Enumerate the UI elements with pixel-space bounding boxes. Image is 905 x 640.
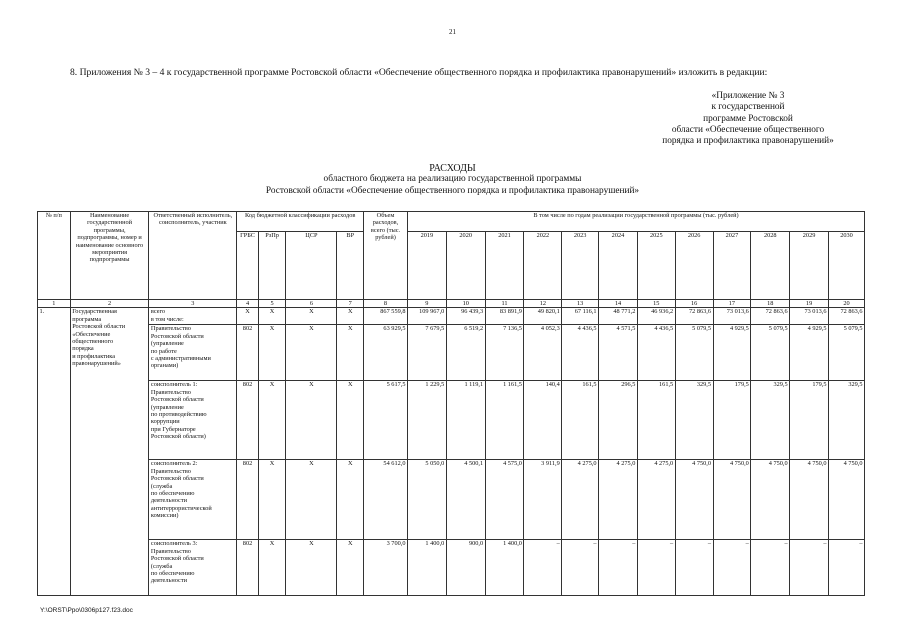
year-value-cell: 83 891,9 [485,308,524,325]
year-value-cell: 5 050,0 [407,460,446,540]
header-budget-codes: Код бюджетной классификации расходов [237,212,364,232]
year-value-cell: 1 229,5 [407,381,446,460]
year-value-cell: 72 863,6 [828,308,864,325]
year-value-cell: 329,5 [751,381,790,460]
year-value-cell: 1 400,0 [407,540,446,596]
code-grbs-cell: 802 [237,381,258,460]
column-index: 1 [38,300,71,308]
total-cell: 867 559,8 [364,308,408,325]
year-value-cell: 161,5 [637,381,675,460]
year-value-cell: 5 079,5 [828,325,864,381]
appendix-line: порядка и профилактика правонарушений» [662,136,834,147]
year-value-cell: 1 161,5 [485,381,524,460]
column-index: 5 [258,300,286,308]
header-responsible: Ответственный исполнитель, соисполнитель, участник [149,212,237,300]
year-value-cell: 4 929,5 [790,325,829,381]
year-value-cell: 48 771,2 [599,308,638,325]
year-value-cell: 46 936,2 [637,308,675,325]
column-index: 15 [637,300,675,308]
column-index: 20 [828,300,864,308]
code-csr-cell: X [286,460,337,540]
table-row [38,460,865,540]
code-rzpr-cell: X [258,325,286,381]
year-value-cell: 329,5 [828,381,864,460]
header-years-group: В том числе по годам реализации государственной программы (тыс. рублей) [407,212,864,232]
code-vr-cell: X [337,381,364,460]
header-year: 2020 [446,232,485,300]
header-code-grbs: ГРБС [237,232,258,300]
responsible-cell: соисполнитель 1: Правительство Ростовской области (управление по противодействию коррупции при Губернаторе Ростовской области) [149,381,237,460]
program-name: Государственная программа Ростовской области «Обеспечение общественного порядка и профилактика правонарушений» [70,308,149,596]
header-year: 2029 [790,232,829,300]
year-value-cell: 4 575,0 [485,460,524,540]
header-year: 2022 [524,232,562,300]
column-index: 3 [149,300,237,308]
year-value-cell: – [751,540,790,596]
year-value-cell: – [562,540,599,596]
column-index: 10 [446,300,485,308]
code-grbs-cell: 802 [237,540,258,596]
header-code-vr: ВР [337,232,364,300]
code-csr-cell: X [286,381,337,460]
title-line: Ростовской области «Обеспечение общественного порядка и профилактика правонарушений» [265,185,640,196]
column-index: 7 [337,300,364,308]
title-line: областного бюджета на реализацию государственной программы [323,174,582,185]
year-value-cell: 4 750,0 [675,460,713,540]
year-value-cell: 4 052,3 [524,325,562,381]
column-index: 4 [237,300,258,308]
header-year: 2021 [485,232,524,300]
column-index: 11 [485,300,524,308]
column-index: 9 [407,300,446,308]
column-index: 8 [364,300,408,308]
year-value-cell: 4 750,0 [828,460,864,540]
code-csr-cell: X [286,325,337,381]
year-value-cell: 73 013,6 [713,308,751,325]
year-value-cell: 4 929,5 [713,325,751,381]
title-heading: РАСХОДЫ [429,163,476,174]
code-csr-cell: X [286,308,337,325]
column-index: 14 [599,300,638,308]
total-cell: 54 612,0 [364,460,408,540]
year-value-cell: 4 500,1 [446,460,485,540]
intro-paragraph: 8. Приложения № 3 – 4 к государственной программе Ростовской области «Обеспечение общественного порядка и профилактика правонарушений» изложить в редакции: [70,67,768,78]
year-value-cell: 329,5 [675,381,713,460]
year-value-cell: – [713,540,751,596]
year-value-cell: 4 436,5 [637,325,675,381]
appendix-line: к государственной [711,102,785,113]
code-grbs-cell: 802 [237,325,258,381]
year-value-cell: – [675,540,713,596]
column-index: 16 [675,300,713,308]
column-index: 6 [286,300,337,308]
appendix-label [633,91,863,147]
total-cell: 63 929,5 [364,325,408,381]
code-grbs-cell: X [237,308,258,325]
year-value-cell: 1 119,1 [446,381,485,460]
header-year: 2030 [828,232,864,300]
header-year: 2024 [599,232,638,300]
column-index: 13 [562,300,599,308]
year-value-cell: 140,4 [524,381,562,460]
year-value-cell: 67 116,1 [562,308,599,325]
code-grbs-cell: 802 [237,460,258,540]
page-number: 21 [449,28,456,36]
code-vr-cell: X [337,325,364,381]
year-value-cell: 3 911,9 [524,460,562,540]
year-value-cell: 296,5 [599,381,638,460]
header-year: 2026 [675,232,713,300]
code-vr-cell: X [337,308,364,325]
responsible-cell: Правительство Ростовской области (управление по работе с административными органами) [149,325,237,381]
year-value-cell: 72 863,6 [751,308,790,325]
code-rzpr-cell: X [258,460,286,540]
code-vr-cell: X [337,460,364,540]
appendix-line: области «Обеспечение общественного [671,124,825,135]
year-value-cell: – [524,540,562,596]
year-value-cell: – [599,540,638,596]
year-value-cell: 4 750,0 [713,460,751,540]
column-index: 17 [713,300,751,308]
header-year: 2027 [713,232,751,300]
table-row [38,381,865,460]
year-value-cell: 179,5 [790,381,829,460]
column-index: 2 [70,300,149,308]
expenses-table [37,211,865,596]
responsible-cell: всего в том числе: [149,308,237,325]
year-value-cell: 6 519,2 [446,325,485,381]
year-value-cell: 4 275,0 [599,460,638,540]
appendix-line: «Приложение № 3 [711,91,785,101]
header-code-rzpr: РзПр [258,232,286,300]
total-cell: 5 617,5 [364,381,408,460]
year-value-cell: – [790,540,829,596]
code-rzpr-cell: X [258,381,286,460]
column-index: 12 [524,300,562,308]
header-num: № п/п [38,212,71,300]
year-value-cell: 161,5 [562,381,599,460]
code-csr-cell: X [286,540,337,596]
responsible-cell: соисполнитель 3: Правительство Ростовской области (служба по обеспечению деятельности [149,540,237,596]
year-value-cell: – [828,540,864,596]
year-value-cell: 96 439,3 [446,308,485,325]
column-index: 19 [790,300,829,308]
header-year: 2025 [637,232,675,300]
year-value-cell: 4 275,0 [562,460,599,540]
year-value-cell: 7 136,5 [485,325,524,381]
year-value-cell: – [637,540,675,596]
header-year: 2023 [562,232,599,300]
table-row [38,325,865,381]
code-rzpr-cell: X [258,540,286,596]
year-value-cell: 1 400,0 [485,540,524,596]
year-value-cell: 73 013,6 [790,308,829,325]
column-index: 18 [751,300,790,308]
year-value-cell: 7 679,5 [407,325,446,381]
year-value-cell: 109 967,0 [407,308,446,325]
header-program-name: Наименование государственной программы, подпрограммы, номер и наименование основного мероприятия подпрограммы [70,212,149,300]
year-value-cell: 5 079,5 [751,325,790,381]
document-title [0,163,905,197]
header-volume: Объем расходов, всего (тыс. рублей) [364,212,408,300]
year-value-cell: 4 750,0 [790,460,829,540]
year-value-cell: 5 079,5 [675,325,713,381]
appendix-line: программе Ростовской [703,113,793,124]
header-year: 2019 [407,232,446,300]
total-cell: 3 700,0 [364,540,408,596]
year-value-cell: 49 820,1 [524,308,562,325]
header-year: 2028 [751,232,790,300]
table-row [38,308,865,325]
code-rzpr-cell: X [258,308,286,325]
file-path-footer: Y:\ORST\Ppo\0306p127.f23.doc [40,607,133,614]
year-value-cell: 72 863,6 [675,308,713,325]
year-value-cell: 4 275,0 [637,460,675,540]
year-value-cell: 4 750,0 [751,460,790,540]
program-number: 1. [38,308,71,596]
code-vr-cell: X [337,540,364,596]
year-value-cell: 179,5 [713,381,751,460]
year-value-cell: 4 436,5 [562,325,599,381]
header-code-csr: ЦСР [286,232,337,300]
responsible-cell: соисполнитель 2: Правительство Ростовской области (служба по обеспечению деятельности антитеррористической комиссии) [149,460,237,540]
column-index-row [38,300,865,308]
table-row [38,540,865,596]
year-value-cell: 900,0 [446,540,485,596]
year-value-cell: 4 571,5 [599,325,638,381]
